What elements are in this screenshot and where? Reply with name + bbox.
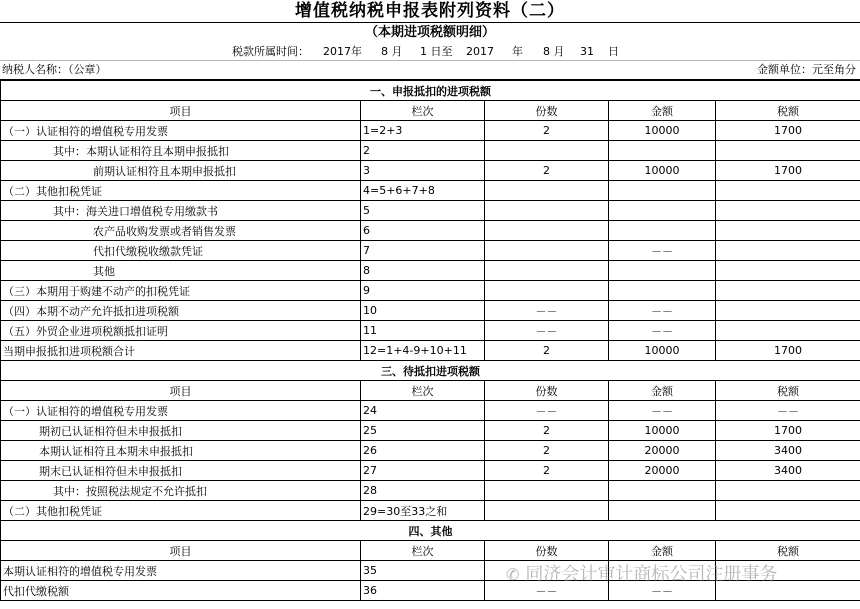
period-end-year-unit: 年: [512, 45, 523, 58]
row-amount: 20000: [609, 461, 716, 481]
input-tax-table: [0, 80, 860, 601]
row-item: 农产品收购发票或者销售发票: [1, 221, 361, 241]
row-count: －－: [485, 581, 609, 601]
table-row: [1, 261, 860, 281]
section-title: 三、待抵扣进项税额: [1, 361, 860, 381]
column-header: 份数: [485, 541, 609, 561]
row-item: 期末已认证相符但未申报抵扣: [1, 461, 361, 481]
row-column-no: 2: [361, 141, 485, 161]
row-tax: 1700: [716, 121, 860, 141]
row-item: 其中：海关进口增值税专用缴款书: [1, 201, 361, 221]
row-tax: －－: [716, 401, 860, 421]
row-item: 其中：按照税法规定不允许抵扣: [1, 481, 361, 501]
row-column-no: 10: [361, 301, 485, 321]
table-row: [1, 241, 860, 261]
row-amount: 10000: [609, 161, 716, 181]
row-count: [485, 141, 609, 161]
row-amount: [609, 201, 716, 221]
table-row: [1, 181, 860, 201]
row-column-no: 7: [361, 241, 485, 261]
column-header: 金额: [609, 381, 716, 401]
row-tax: 1700: [716, 341, 860, 361]
row-count: 2: [485, 421, 609, 441]
row-column-no: 25: [361, 421, 485, 441]
period-end-month: 8 月: [543, 45, 565, 58]
table-row: [1, 221, 860, 241]
table-row: [1, 441, 860, 461]
row-item: （五）外贸企业进项税额抵扣证明: [1, 321, 361, 341]
row-column-no: 6: [361, 221, 485, 241]
table-row: [1, 201, 860, 221]
table-row: [1, 161, 860, 181]
row-tax: [716, 221, 860, 241]
table-row: [1, 121, 860, 141]
row-tax: [716, 141, 860, 161]
row-item: 代扣代缴税额: [1, 581, 361, 601]
row-amount: [609, 221, 716, 241]
column-header: 项目: [1, 541, 361, 561]
period-end-day: 31: [580, 45, 594, 58]
row-amount: －－: [609, 301, 716, 321]
header-row: [1, 381, 860, 401]
row-amount: [609, 281, 716, 301]
row-tax: 1700: [716, 421, 860, 441]
row-count: －－: [485, 301, 609, 321]
taxpayer-info: [0, 61, 860, 80]
row-item: （一）认证相符的增值税专用发票: [1, 121, 361, 141]
row-count: 2: [485, 121, 609, 141]
column-header: 栏次: [361, 541, 485, 561]
period-end-day-unit: 日: [608, 45, 619, 58]
row-tax: [716, 281, 860, 301]
row-amount: 20000: [609, 441, 716, 461]
column-header: 税额: [716, 101, 860, 121]
row-column-no: 3: [361, 161, 485, 181]
period-end-year: 2017: [466, 45, 494, 58]
amount-unit-label: 金额单位：元至角分: [757, 63, 856, 76]
row-column-no: 9: [361, 281, 485, 301]
section-title-row: [1, 361, 860, 381]
row-item: 期初已认证相符但未申报抵扣: [1, 421, 361, 441]
table-row: [1, 301, 860, 321]
row-column-no: 27: [361, 461, 485, 481]
table-row: [1, 401, 860, 421]
row-count: －－: [485, 401, 609, 421]
row-amount: 10000: [609, 421, 716, 441]
period-start-month: 8 月: [381, 45, 403, 58]
row-amount: －－: [609, 401, 716, 421]
row-amount: [609, 181, 716, 201]
form-subtitle: （本期进项税额明细）: [0, 22, 860, 43]
row-tax: [716, 261, 860, 281]
table-row: [1, 421, 860, 441]
row-column-no: 5: [361, 201, 485, 221]
row-count: [485, 501, 609, 521]
row-amount: [609, 141, 716, 161]
row-tax: [716, 501, 860, 521]
tax-period: [0, 43, 860, 61]
row-amount: －－: [609, 321, 716, 341]
row-tax: 1700: [716, 161, 860, 181]
section-title: 四、其他: [1, 521, 860, 541]
row-amount: －－: [609, 581, 716, 601]
column-header: 项目: [1, 381, 361, 401]
table-row: [1, 461, 860, 481]
row-item: 本期认证相符且本期未申报抵扣: [1, 441, 361, 461]
row-amount: 10000: [609, 341, 716, 361]
row-column-no: 11: [361, 321, 485, 341]
section-title-row: [1, 521, 860, 541]
table-row: [1, 141, 860, 161]
wechat-icon: ✆: [506, 565, 520, 584]
row-item: （三）本期用于购建不动产的扣税凭证: [1, 281, 361, 301]
row-column-no: 35: [361, 561, 485, 581]
row-column-no: 8: [361, 261, 485, 281]
section-title-row: [1, 81, 860, 101]
row-count: [485, 241, 609, 261]
row-tax: [716, 241, 860, 261]
row-count: [485, 201, 609, 221]
row-column-no: 28: [361, 481, 485, 501]
row-amount: [609, 261, 716, 281]
row-item: （二）其他扣税凭证: [1, 501, 361, 521]
row-count: [485, 221, 609, 241]
table-row: [1, 501, 860, 521]
column-header: 金额: [609, 101, 716, 121]
table-row: [1, 321, 860, 341]
taxpayer-name-label: 纳税人名称：（公章）: [2, 63, 107, 76]
watermark: [506, 560, 777, 586]
column-header: 金额: [609, 541, 716, 561]
row-column-no: 12=1+4-9+10+11: [361, 341, 485, 361]
section-title: 一、申报抵扣的进项税额: [1, 81, 860, 101]
row-amount: 10000: [609, 121, 716, 141]
row-item: （二）其他扣税凭证: [1, 181, 361, 201]
row-count: 2: [485, 341, 609, 361]
row-column-no: 4=5+6+7+8: [361, 181, 485, 201]
table-row: [1, 341, 860, 361]
row-item: （四）本期不动产允许抵扣进项税额: [1, 301, 361, 321]
row-count: [485, 261, 609, 281]
row-column-no: 36: [361, 581, 485, 601]
row-count: 2: [485, 441, 609, 461]
row-count: －－: [485, 321, 609, 341]
row-tax: [716, 301, 860, 321]
row-item: 其他: [1, 261, 361, 281]
column-header: 栏次: [361, 381, 485, 401]
row-item: 本期认证相符的增值税专用发票: [1, 561, 361, 581]
table-row: [1, 281, 860, 301]
row-amount: －－: [609, 241, 716, 261]
row-tax: [716, 201, 860, 221]
row-item: （一）认证相符的增值税专用发票: [1, 401, 361, 421]
column-header: 税额: [716, 541, 860, 561]
row-tax: [716, 481, 860, 501]
row-tax: [716, 181, 860, 201]
header-row: [1, 541, 860, 561]
column-header: 栏次: [361, 101, 485, 121]
header-row: [1, 101, 860, 121]
row-count: 2: [485, 461, 609, 481]
row-amount: [609, 481, 716, 501]
row-tax: [716, 321, 860, 341]
period-start-year: 2017年: [323, 45, 362, 58]
row-item: 其中：本期认证相符且本期申报抵扣: [1, 141, 361, 161]
period-label: 税款所属时间：: [232, 45, 309, 58]
row-column-no: 24: [361, 401, 485, 421]
row-tax: 3400: [716, 461, 860, 481]
watermark-text: 同济会计审计商标公司注册事务: [525, 564, 778, 585]
row-item: 当期申报抵扣进项税额合计: [1, 341, 361, 361]
column-header: 项目: [1, 101, 361, 121]
row-column-no: 26: [361, 441, 485, 461]
row-tax: 3400: [716, 441, 860, 461]
row-item: 代扣代缴税收缴款凭证: [1, 241, 361, 261]
row-count: [485, 481, 609, 501]
row-column-no: 1=2+3: [361, 121, 485, 141]
row-count: [485, 181, 609, 201]
period-start-day: 1 日至: [420, 45, 453, 58]
table-row: [1, 481, 860, 501]
row-amount: [609, 501, 716, 521]
column-header: 份数: [485, 101, 609, 121]
row-column-no: 29=30至33之和: [361, 501, 485, 521]
column-header: 份数: [485, 381, 609, 401]
row-count: [485, 281, 609, 301]
form-title: 增值税纳税申报表附列资料（二）: [295, 1, 565, 21]
row-item: 前期认证相符且本期申报抵扣: [1, 161, 361, 181]
row-count: 2: [485, 161, 609, 181]
column-header: 税额: [716, 381, 860, 401]
